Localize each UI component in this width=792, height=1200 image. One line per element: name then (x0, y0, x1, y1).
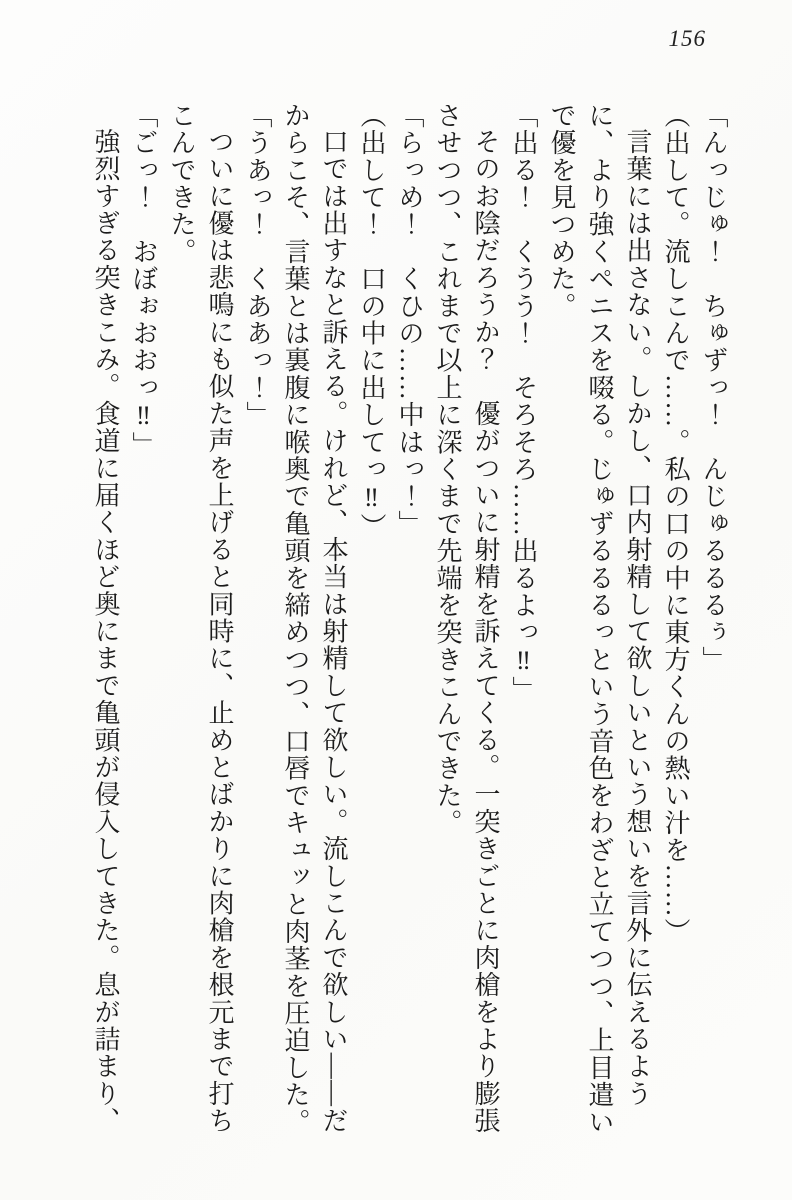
body-text (86, 102, 732, 1154)
paragraph: 「ごっ！ おぼぉおおっ‼」 (129, 102, 158, 459)
paragraph: （出して。流しこんで……。私の口の中に東方くんの熱い汁を……） (661, 102, 690, 946)
paragraph: 「うあっ！ くああっ！」 (243, 102, 272, 429)
paragraph: 言葉には出さない。しかし、口内射精して欲しいという想いを言外に伝えるように、より強くペニスを啜る。じゅずるるるっという音色をわざと立てつつ、上目遣いで優を見つめた。 (547, 102, 652, 1136)
paragraph: 「出る！ くうう！ そろそろ……出るよっ‼」 (509, 102, 538, 704)
paragraph: ついに優は悲鳴にも似た声を上げると同時に、止めとばかりに肉槍を根元まで打ちこんできた。 (167, 102, 234, 1135)
paragraph: 「らっめ！ くひの……中はっ！」 (395, 102, 424, 538)
paragraph: （出して！ 口の中に出してっ‼） (357, 102, 386, 541)
page-number: 156 (668, 26, 706, 51)
paragraph: 強烈すぎる突きこみ。食道に届くほど奥にまで亀頭が侵入してきた。息が詰まり、 (91, 128, 120, 1135)
paragraph: 口では出すなと訴える。けれど、本当は射精して欲しい。流しこんで欲しい――だからこそ、言葉とは裏腹に喉奥で亀頭を締めつつ、口唇でキュッと肉茎を圧迫した。 (281, 102, 348, 1136)
paragraph: 「んっじゅ！ ちゅずっ！ んじゅるるるぅ」 (699, 102, 728, 674)
paragraph: そのお陰だろうか？ 優がついに射精を訴えてくる。一突きごとに肉槍をより膨張させつつ、これまで以上に深くまで先端を突きこんできた。 (433, 102, 500, 1135)
